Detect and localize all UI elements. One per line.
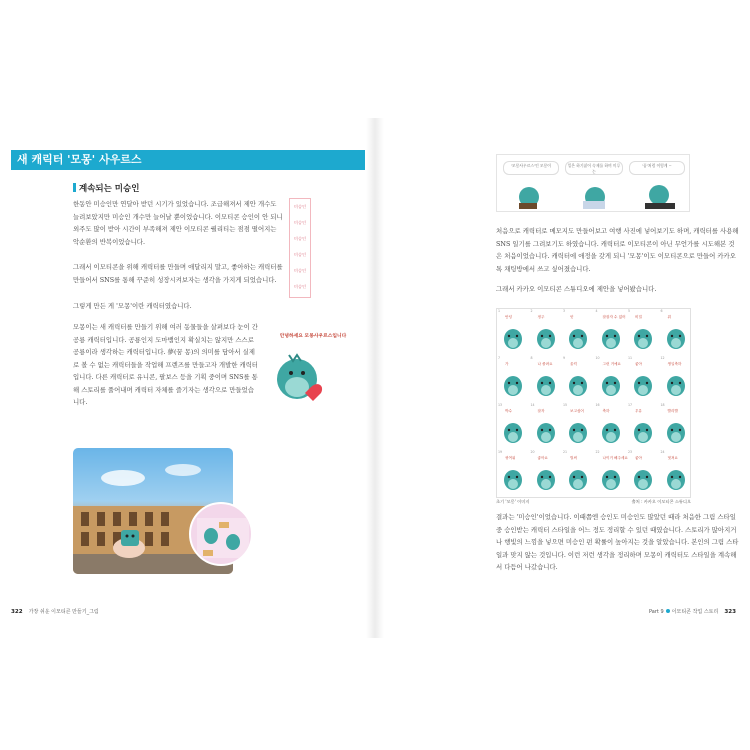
rejection-tag: 미승인 bbox=[293, 220, 307, 225]
sticker-cell bbox=[497, 356, 530, 403]
sticker-number: 23 bbox=[628, 450, 633, 454]
right-paragraph-1: 처음으로 캐릭터로 메모지도 만들어보고 여행 사진에 넣어보기도 하며, 캐릭터를 사용해 SNS 일기를 그려보기도 하였습니다. 캐릭터로 이모티콘이 아닌 무언가를 시도해본 것은 처음이었습니다. 캐릭터에 애정을 갖게 되니 '모몽'이도 이모티콘으로 만들어 카카오톡 채팅방에서 쓰고 싶어졌습니다. bbox=[496, 227, 739, 273]
sticker-cell bbox=[562, 309, 595, 356]
sticker-cell bbox=[660, 356, 693, 403]
strip-speech-1: '모몽사우르스'인 모몽이 bbox=[503, 161, 559, 175]
sticker-label: 뭐 bbox=[667, 315, 671, 319]
sticker-label: 비밀 bbox=[635, 315, 642, 319]
sticker-cell bbox=[660, 450, 693, 497]
sticker-label: 앗 bbox=[570, 315, 574, 319]
sticker-cell bbox=[530, 450, 563, 497]
comic-strip bbox=[496, 154, 690, 212]
sticker-cell bbox=[562, 450, 595, 497]
sticker-number: 10 bbox=[595, 356, 600, 360]
sticker-cell bbox=[627, 309, 660, 356]
sticker-label: 가 bbox=[505, 362, 509, 366]
subsection-title bbox=[73, 182, 139, 194]
right-paragraph-3: 결과는 '미승인'이었습니다. 이때쯤엔 승인도 미승인도 많았던 때라 처음한 그림 스타일 중 승인받는 캐릭터 스타일을 어느 정도 정리할 수 있던 때였습니다. 스토리가 많아지거나 행빛의 느낌을 넣으면 미승인 펀 확률이 높아지는 것을 알았습니다. 본인의 그림 스타일과 맞지 않는 것입니다. 이런 저런 생각을 정리하며 모몽이 캐릭터도 스타일을 계속해서 다듬어 나갔습니다. bbox=[496, 513, 739, 571]
sticker-sheet-image bbox=[191, 504, 253, 566]
sticker-number: 2 bbox=[530, 309, 533, 313]
sticker-label: 잘자 bbox=[537, 409, 545, 413]
mascot-sticker-icon bbox=[660, 462, 692, 496]
right-footer bbox=[649, 608, 736, 615]
sticker-number: 22 bbox=[595, 450, 600, 454]
mascot-sticker-icon bbox=[660, 321, 692, 355]
mascot-sticker-icon bbox=[595, 321, 627, 355]
sticker-label: 좋아 bbox=[635, 456, 642, 460]
mascot-sticker-icon bbox=[595, 462, 627, 496]
sticker-cell bbox=[595, 450, 628, 497]
strip-speech-2: 일은 하기싫어 숙제를 하며 미루는 bbox=[565, 161, 623, 175]
sticker-number: 5 bbox=[628, 309, 631, 313]
sticker-label: 안녕 bbox=[505, 315, 512, 319]
sticker-label: 박수 bbox=[505, 409, 512, 413]
sticker-label: 나 졸려요 bbox=[537, 362, 553, 366]
sticker-number: 1 bbox=[498, 309, 501, 313]
mascot-sticker-icon bbox=[562, 415, 594, 449]
sticker-number: 7 bbox=[498, 356, 501, 360]
sticker-label: 보고싶어 bbox=[570, 409, 584, 413]
left-paragraph-2: 그래서 이모티콘을 위해 캐릭터를 만들며 애달리지 말고, 좋아하는 캐릭터를 만들어서 SNS를 통해 꾸준히 성장시켜보자는 생각을 가지게 되었습니다. bbox=[73, 263, 283, 284]
left-paragraph-1: 한동안 미승인만 연달아 받던 시기가 있었습니다. 조급해져서 제안 개수도 늘려보았지만 미승인 개수만 늘어날 뿐이었습니다. 이모티콘 승인이 안 되니 외주도 많이 받아 시간이 부족해져 제안 이모티콘 퀄리티는 점점 떨어지는 악순환의 반복이었습니다. bbox=[73, 200, 283, 246]
sticker-label: 벌써 bbox=[570, 456, 577, 460]
mascot-sticker-icon bbox=[497, 415, 529, 449]
mascot-sticker-icon bbox=[660, 415, 692, 449]
sticker-number: 12 bbox=[660, 356, 665, 360]
sticker-label: 우유 bbox=[635, 409, 642, 413]
sticker-label: 멋져요 bbox=[667, 456, 678, 460]
subsection-title-text: 계속되는 미승인 bbox=[79, 184, 140, 194]
mascot-sticker-icon bbox=[497, 321, 529, 355]
sticker-label: 빨리빨 bbox=[667, 409, 678, 413]
grid-caption-text: 초기 '모몽' 이미지 bbox=[496, 499, 530, 504]
mascot-sticker-icon bbox=[562, 321, 594, 355]
mascot-sticker-icon bbox=[595, 368, 627, 402]
right-page-number: 323 bbox=[724, 609, 736, 615]
grid-caption bbox=[496, 499, 691, 505]
left-footer-book-title: 가장 쉬운 이모티콘 만들기_그림 bbox=[28, 609, 99, 615]
left-paragraph-3: 그렇게 만든 게 '모몽'이란 캐릭터였습니다. bbox=[73, 302, 192, 310]
sticker-label: 울컥 bbox=[570, 362, 577, 366]
sticker-cell bbox=[530, 309, 566, 356]
sticker-number: 16 bbox=[595, 403, 600, 407]
mascot-sticker-icon bbox=[562, 368, 594, 402]
sticker-inset-photo bbox=[189, 502, 253, 566]
right-page bbox=[384, 118, 739, 623]
sticker-label: 그런 거예요 bbox=[602, 362, 621, 366]
mascot-sticker-icon bbox=[497, 462, 529, 496]
sticker-cell bbox=[562, 356, 595, 403]
mascot-sticker-icon bbox=[595, 415, 627, 449]
sticker-cell bbox=[562, 403, 595, 450]
sticker-cell bbox=[660, 309, 693, 356]
sticker-cell bbox=[530, 403, 563, 450]
mascot-callout bbox=[261, 332, 365, 412]
left-paragraph-4: 모몽이는 새 캐릭터를 만들기 위해 여러 동물들을 살펴보다 눈이 간 공룡 캐릭터입니다. 공룡인지 도마뱀인지 확실치는 않지만 스스로 공룡이라 생각하는 캐릭터입니다. 夢(꿈 몽)의 의미를 담아서 실제로 볼 수 없는 캐릭터들을 작업해 프렌즈를 만들고자 개발한 캐릭터입니다. 다른 캐릭터로 유니콘, 팔보스 등을 기획 중이며 SNS를 통해 스토리를 풀어내며 캐릭터 자체를 즐기자는 생각으로 만들었습니다. bbox=[73, 323, 258, 406]
callout-text: 안녕하세요 모몽사우르스입니다 bbox=[279, 334, 347, 339]
rejection-tag: 미승인 bbox=[293, 268, 307, 273]
sticker-number: 13 bbox=[498, 403, 503, 407]
mascot-sticker-icon bbox=[627, 321, 659, 355]
sticker-label: 좋아요 bbox=[537, 456, 548, 460]
mascot-illustration bbox=[261, 339, 365, 409]
grid-source: 출처 : 카카오 이모티콘 스튜디오 bbox=[631, 499, 691, 504]
sticker-cell bbox=[497, 309, 530, 356]
sticker-cell bbox=[627, 403, 660, 450]
left-footer bbox=[11, 608, 99, 615]
sticker-number: 4 bbox=[595, 309, 598, 313]
mascot-sticker-icon bbox=[497, 368, 529, 402]
sticker-label: 정주 bbox=[537, 315, 545, 319]
footer-dot-icon bbox=[666, 609, 670, 613]
book-gutter bbox=[366, 118, 384, 638]
sticker-grid bbox=[496, 308, 691, 498]
left-page bbox=[11, 118, 365, 623]
sticker-number: 3 bbox=[563, 309, 566, 313]
sticker-cell bbox=[595, 356, 628, 403]
mascot-sticker-icon bbox=[530, 415, 562, 449]
sticker-number: 8 bbox=[530, 356, 533, 360]
sticker-number: 11 bbox=[628, 356, 633, 360]
sticker-cell bbox=[595, 403, 628, 450]
sticker-number: 14 bbox=[530, 403, 535, 407]
sticker-label: 생일축하 bbox=[667, 362, 682, 366]
sticker-number: 9 bbox=[563, 356, 566, 360]
rejection-tag: 미승인 bbox=[293, 252, 307, 257]
footer-part: Part 9 bbox=[649, 609, 664, 615]
subsection-marker bbox=[73, 183, 76, 192]
mascot-sticker-icon bbox=[627, 462, 659, 496]
rejection-tag-column bbox=[289, 198, 311, 298]
footer-chapter: 이모티콘 작업 스토리 bbox=[671, 609, 719, 615]
sticker-label: 잘잘자 수 없어 bbox=[602, 315, 626, 319]
mascot-sticker-icon bbox=[627, 415, 659, 449]
sticker-number: 17 bbox=[628, 403, 633, 407]
mascot-sticker-icon bbox=[530, 321, 562, 355]
sticker-number: 24 bbox=[660, 450, 665, 454]
mascot-sticker-icon bbox=[530, 462, 562, 496]
sticker-label: 좋아 bbox=[635, 362, 642, 366]
sticker-cell bbox=[497, 403, 530, 450]
mascot-sticker-icon bbox=[627, 368, 659, 402]
section-title: 새 캐릭터 '모몽' 사우르스 bbox=[11, 150, 365, 170]
sticker-cell bbox=[627, 356, 660, 403]
sticker-number: 20 bbox=[530, 450, 535, 454]
sticker-cell bbox=[595, 309, 631, 356]
right-paragraph-2: 그래서 카카오 이모티콘 스튜디오에 제안을 넣어봤습니다. bbox=[496, 285, 657, 293]
sticker-number: 19 bbox=[498, 450, 503, 454]
sticker-number: 15 bbox=[563, 403, 568, 407]
sticker-cell bbox=[660, 403, 693, 450]
left-page-number: 322 bbox=[11, 609, 23, 615]
mascot-sticker-icon bbox=[562, 462, 594, 496]
sticker-cell bbox=[530, 356, 566, 403]
comic-strip-illustration bbox=[497, 155, 691, 213]
sticker-label: 귀여워 bbox=[505, 456, 516, 460]
rejection-tag: 미승인 bbox=[293, 204, 307, 209]
sticker-number: 6 bbox=[660, 309, 663, 313]
sticker-number: 21 bbox=[563, 450, 568, 454]
sticker-cell bbox=[497, 450, 530, 497]
sticker-cell bbox=[627, 450, 660, 497]
sticker-label: 나이거 해주세요 bbox=[602, 456, 628, 460]
mascot-sticker-icon bbox=[530, 368, 562, 402]
sticker-number: 18 bbox=[660, 403, 665, 407]
rejection-tag: 미승인 bbox=[293, 236, 307, 241]
strip-speech-3: '꿈'처럼 이렇게 ~ bbox=[629, 161, 685, 175]
mascot-sticker-icon bbox=[660, 368, 692, 402]
sticker-label: 축하 bbox=[602, 409, 610, 413]
rejection-tag: 미승인 bbox=[293, 284, 307, 289]
